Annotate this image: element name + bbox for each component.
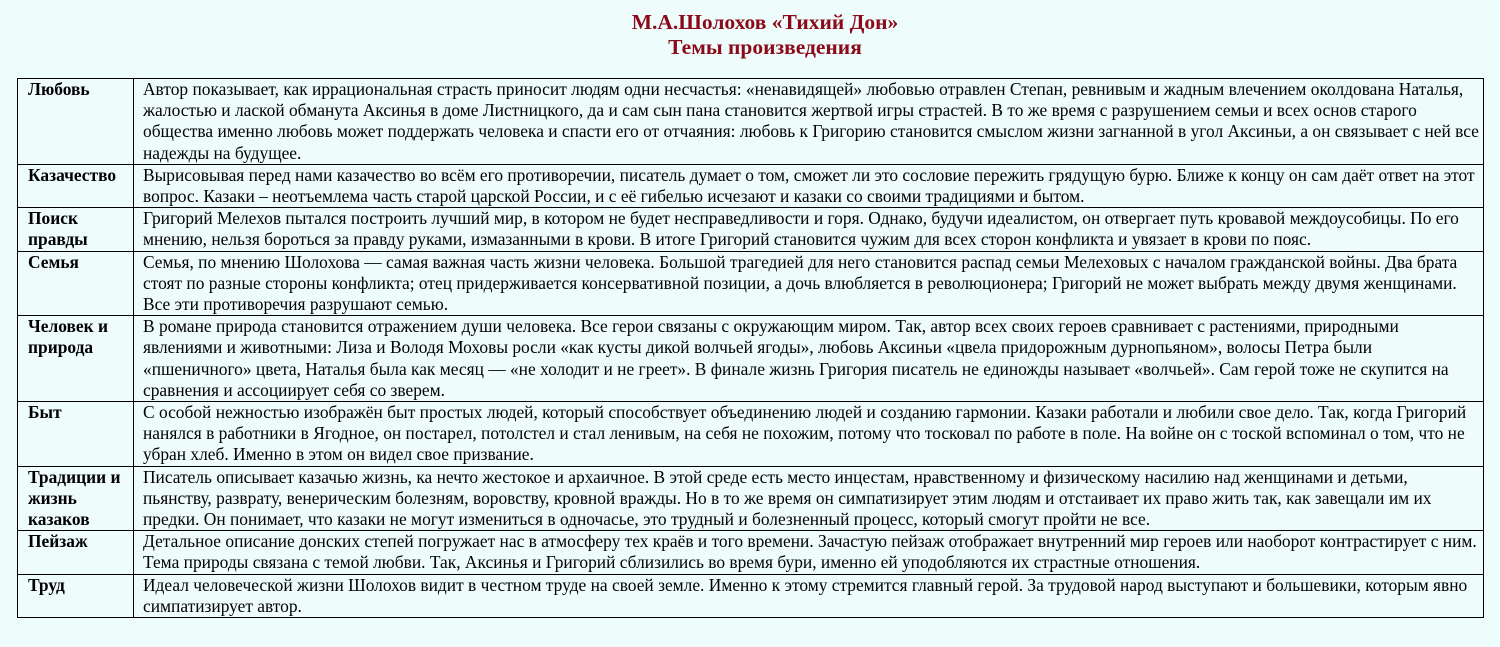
theme-name: Любовь	[18, 79, 134, 165]
page-subtitle: Темы произведения	[668, 35, 862, 59]
theme-name: Пейзаж	[18, 531, 134, 574]
table-row	[18, 466, 1484, 531]
table-row	[18, 531, 1484, 574]
page-title: М.А.Шолохов «Тихий Дон»	[631, 10, 899, 34]
theme-description: Детальное описание донских степей погружает нас в атмосферу тех краёв и того времени. Зачастую пейзаж отображает внутренний мир героев или наоборот контрастирует с ним. Тема природы связана с темой любви. Так, Аксинья и Григорий сблизились во время бури, именно ей уподобляются их страстные отношения.	[134, 531, 1484, 574]
theme-name: Человек и природа	[18, 316, 134, 402]
theme-description: Григорий Мелехов пытался построить лучший мир, в котором не будет несправедливости и горя. Однако, будучи идеалистом, он отвергает путь кровавой междоусобицы. По его мнению, нельзя бороться за правду руками, измазанными в крови. В итоге Григорий становится чужим для всех сторон конфликта и увязает в крови по пояс.	[134, 208, 1484, 251]
theme-name: Традиции и жизнь казаков	[18, 466, 134, 531]
theme-description: Автор показывает, как иррациональная страсть приносит людям одни несчастья: «ненавидящей» любовью отравлен Степан, ревнивым и жадным влечением околдована Наталья, жалостью и лаской обманута Аксинья в доме Листницкого, да и сам сын пана становится жертвой игры страстей. В то же время с разрушением семьи и всех основ старого общества именно любовь может поддержать человека и спасти его от отчаяния: любовь к Григорию становится смыслом жизни загнанной в угол Аксиньи, а он связывает с ней все надежды на будущее.	[134, 79, 1484, 165]
theme-name: Казачество	[18, 164, 134, 207]
theme-name: Семья	[18, 251, 134, 316]
table-row	[18, 574, 1484, 617]
theme-name: Поиск правды	[18, 208, 134, 251]
theme-description: Писатель описывает казачью жизнь, ка нечто жестокое и архаичное. В этой среде есть место инцестам, нравственному и физическому насилию над женщинами и детьми, пьянству, разврату, венерическим болезням, воровству, кровной вражды. Но в то же время он симпатизирует этим людям и отстаивает их право жить так, как завещали им их предки. Он понимает, что казаки не могут измениться в одночасье, это трудный и болезненный процесс, который смогут пройти не все.	[134, 466, 1484, 531]
table-row	[18, 79, 1484, 165]
table-row	[18, 208, 1484, 251]
theme-name: Труд	[18, 574, 134, 617]
theme-description: Вырисовывая перед нами казачество во всём его противоречии, писатель думает о том, сможет ли это сословие пережить грядущую бурю. Ближе к концу он сам даёт ответ на этот вопрос. Казаки – неотъемлема часть старой царской России, и с её гибелью исчезают и казаки со своими традициями и бытом.	[134, 164, 1484, 207]
table-row	[18, 164, 1484, 207]
theme-description: Идеал человеческой жизни Шолохов видит в честном труде на своей земле. Именно к этому стремится главный герой. За трудовой народ выступают и большевики, которым явно симпатизирует автор.	[134, 574, 1484, 617]
themes-table	[17, 78, 1484, 618]
theme-description: В романе природа становится отражением души человека. Все герои связаны с окружающим миром. Так, автор всех своих героев сравнивает с растениями, природными явлениями и животными: Лиза и Володя Моховы росли «как кусты дикой волчьей ягоды», любовь Аксиньи «цвела придорожным дурнопьяном», волосы Петра были «пшеничного» цвета, Наталья была как месяц — «не холодит и не греет». В финале жизнь Григория писатель не единожды называет «волчьей». Сам герой тоже не скупится на сравнения и ассоциирует себя со зверем.	[134, 316, 1484, 402]
theme-description: Семья, по мнению Шолохова — самая важная часть жизни человека. Большой трагедией для него становится распад семьи Мелеховых с началом гражданской войны. Два брата стоят по разные стороны конфликта; отец придерживается консервативной позиции, а дочь влюбляется в революционера; Григорий не может выбрать между двумя женщинами. Все эти противоречия разрушают семью.	[134, 251, 1484, 316]
table-row	[18, 402, 1484, 467]
table-row	[18, 316, 1484, 402]
page-header	[0, 10, 1500, 60]
theme-name: Быт	[18, 402, 134, 467]
theme-description: С особой нежностью изображён быт простых людей, который способствует объединению людей и созданию гармонии. Казаки работали и любили свое дело. Так, когда Григорий нанялся в работники в Ягодное, он постарел, потолстел и стал ленивым, на себя не похожим, потому что тосковал по работе в поле. На войне он с тоской вспоминал о том, что не убран хлеб. Именно в этом он видел свое призвание.	[134, 402, 1484, 467]
table-row	[18, 251, 1484, 316]
